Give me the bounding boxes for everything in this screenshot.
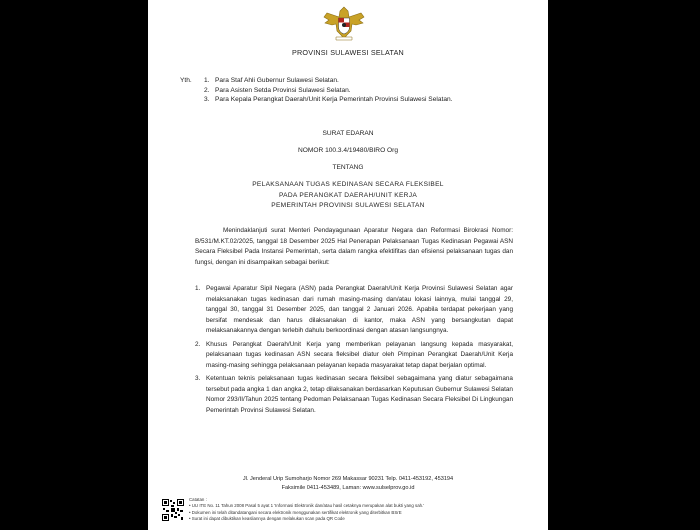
point-number: 1. <box>195 285 201 292</box>
point-text: Khusus Perangkat Daerah/Unit Kerja yang memberikan pelayanan langsung kepada masyarakat, pelaksanaan tugas kedinasan ASN secara fleksibel diatur oleh Pimpinan Perangkat Daerah/Unit Kerja masing-masing sehingga pelaksanaan pelayanan kepada masyarakat tetap dapat berjalan optimal. <box>206 340 513 369</box>
letter-about: TENTANG <box>332 164 364 171</box>
addressee-text: Para Kepala Perangkat Daerah/Unit Kerja Pemerintah Provinsi Sulawesi Selatan. <box>215 96 453 104</box>
notes-line: • UU ITE No. 11 Tahun 2008 Pasal 5 ayat 1 'Informasi Elektronik dan/atau hasil cetaknya merupakan alat bukti yang sah.' <box>189 503 425 509</box>
addressee-number: 3. <box>204 96 210 104</box>
document-page <box>148 0 548 530</box>
addressee-list <box>204 76 494 105</box>
garuda-emblem-icon <box>323 3 365 41</box>
intro-paragraph: Menindaklanjuti surat Menteri Pendayagunaan Aparatur Negara dan Reformasi Birokrasi Nomor: B/531/M.KT.02/2025, tanggal 18 Desember 2025 Hal Penerapan Pelaksanaan Tugas Kedinasan Pegawai ASN Secara Fleksibel Pada Instansi Pemerintah, serta dalam rangka efektifitas dan efisiensi pelaksanaan tugas dan fungsi, dengan ini disampaikan sebagai berikut: <box>195 227 513 266</box>
footer-address: Jl. Jenderal Urip Sumoharjo Nomor 269 Makassar 90231 Telp. 0411-453192, 453194 <box>242 476 454 482</box>
letter-title <box>148 180 548 212</box>
letter-type: SURAT EDARAN <box>322 130 374 137</box>
point-number: 2. <box>195 340 201 348</box>
addressee-item <box>204 86 494 96</box>
title-line: PEMERINTAH PROVINSI SULAWESI SELATAN <box>271 202 425 209</box>
addressee-label: Yth. <box>180 77 192 84</box>
addressee-item <box>204 76 494 86</box>
footer-contact: Faksimile 0411-453489, Laman: www.sulselprov.go.id <box>281 485 415 491</box>
point-item <box>195 374 513 416</box>
point-item <box>195 284 513 337</box>
addressee-number: 2. <box>204 86 210 94</box>
notes-heading: Catatan : <box>189 497 207 502</box>
notes-line: • Surat ini dapat dibuktikan keasliannya dengan melakukan scan pada QR Code <box>189 516 345 522</box>
title-line: PADA PERANGKAT DAERAH/UNIT KERJA <box>278 191 418 199</box>
title-line: PELAKSANAAN TUGAS KEDINASAN SECARA FLEKSIBEL <box>252 181 444 188</box>
point-text: Ketentuan teknis pelaksanaan tugas kedinasan secara fleksibel sebagaimana yang diatur sebagaimana tersebut pada angka 1 dan angka 2, tetap dilaksanakan berdasarkan Keputusan Gubernur Sulawesi Selatan Nomor 293/II/Tahun 2025 tentang Pedoman Pelaksanaan Tugas Kedinasan Secara Fleksibel Di Lingkungan Pemerintah Provinsi Sulawesi Selatan. <box>206 375 513 414</box>
footer-address-block <box>148 475 548 493</box>
qr-code-icon <box>162 499 184 521</box>
point-text: Pegawai Aparatur Sipil Negara (ASN) pada Perangkat Daerah/Unit Kerja Provinsi Sulawesi Selatan agar melaksanakan tugas kedinasan dari rumah masing-masing dan/atau lokasi lainnya, mulai tanggal 29, tanggal 30, tanggal 31 Desember 2025, dan tanggal 2 Januari 2026. Apabila terdapat pekerjaan yang bersifat mendesak dan harus dilaksanakan di kantor, maka ASN yang bersangkutan dapat melaksanakannya dengan terlebih dahulu berkoordinasi dengan atasan langsungnya. <box>206 285 513 334</box>
points-list <box>195 284 513 419</box>
letter-number: NOMOR 100.3.4/19480/BIRO Org <box>297 147 399 154</box>
addressee-text: Para Asisten Setda Provinsi Sulawesi Selatan. <box>215 86 351 94</box>
point-number: 3. <box>195 375 201 382</box>
province-heading: PROVINSI SULAWESI SELATAN <box>292 48 404 57</box>
notes-block <box>189 497 424 523</box>
addressee-item <box>204 95 494 105</box>
notes-line: • Dokumen ini telah ditandatangani secara elektronik menggunakan sertifikat elektronik yang diterbitkan BSrE <box>189 509 402 515</box>
addressee-text: Para Staf Ahli Gubernur Sulawesi Selatan. <box>215 77 339 84</box>
point-item <box>195 340 513 372</box>
addressee-number: 1. <box>204 77 210 84</box>
